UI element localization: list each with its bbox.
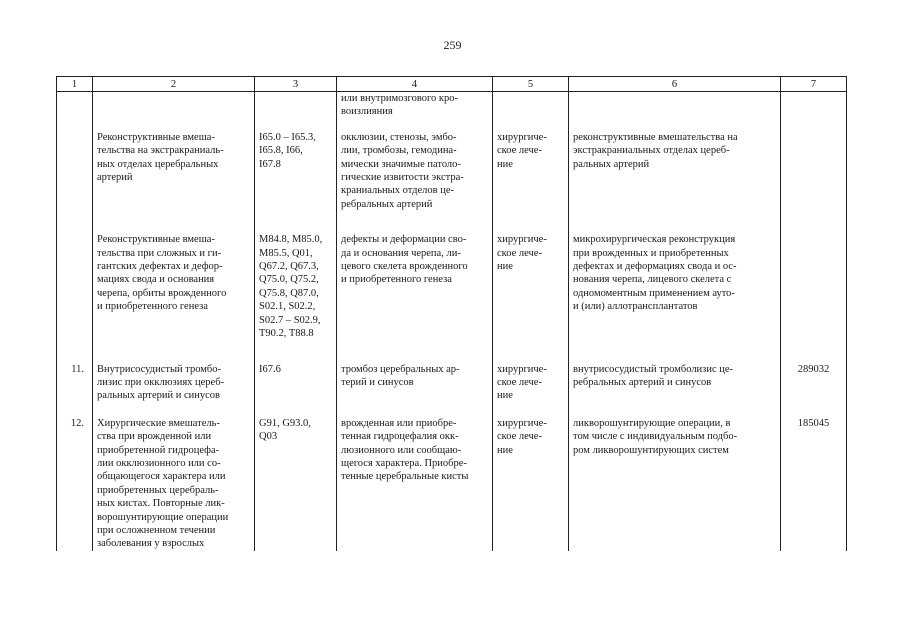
patient-model-cell-line: ребральных артерий [341, 198, 433, 210]
row-number-cell [57, 92, 93, 131]
patient-model-cell [337, 417, 493, 551]
intervention-name-cell-line: лизис при окклюзиях цереб- [97, 376, 225, 388]
header-col-2: 2 [93, 77, 255, 92]
treatment-type-cell [493, 92, 569, 131]
treatment-method-cell [569, 92, 781, 131]
treatment-method-cell-line: ликворошунтирующие операции, в [573, 417, 731, 429]
patient-model-cell-line: терий и синусов [341, 376, 414, 388]
intervention-name-cell-line: артерий [97, 172, 133, 184]
icd-codes-cell-line: G91, G93.0, [259, 417, 311, 429]
icd-codes-cell [255, 92, 337, 131]
treatment-method-cell [569, 233, 781, 362]
patient-model-cell-line: врожденная или приобре- [341, 417, 457, 429]
header-col-4: 4 [337, 77, 493, 92]
treatment-method-cell [569, 131, 781, 233]
table-row [57, 233, 847, 362]
patient-model-cell-line: люзионного или сообщаю- [341, 444, 462, 456]
treatment-type-cell-line: ние [497, 261, 513, 273]
treatment-method-cell-line: микрохирургическая реконструкция [573, 234, 736, 246]
intervention-name-cell-line: тельства при сложных и ги- [97, 247, 222, 259]
intervention-name-cell [93, 363, 255, 417]
intervention-name-cell [93, 417, 255, 551]
intervention-name-cell-line: ральных артерий и синусов [97, 390, 220, 402]
treatment-type-cell [493, 417, 569, 551]
header-col-5: 5 [493, 77, 569, 92]
intervention-name-cell-line: гантских дефектах и дефор- [97, 261, 223, 273]
intervention-name-cell [93, 92, 255, 131]
row-number-cell: 12. [57, 417, 93, 551]
icd-codes-cell [255, 363, 337, 417]
treatment-method-cell-line: дефектах и деформациях свода и ос- [573, 261, 737, 273]
intervention-name-cell-line: приобретенных церебраль- [97, 484, 219, 496]
patient-model-cell-line: да и основания черепа, ли- [341, 247, 461, 259]
icd-codes-cell [255, 233, 337, 362]
icd-codes-cell-line: M85.5, Q01, [259, 247, 313, 259]
header-row [57, 77, 847, 92]
intervention-name-cell-line: Внутрисосудистый тромбо- [97, 363, 222, 375]
treatment-method-cell-line: том числе с индивидуальным подбо- [573, 431, 738, 443]
intervention-name-cell-line: общающегося характера или [97, 471, 226, 483]
row-number-cell [57, 131, 93, 233]
intervention-name-cell-line: приобретенной гидроцефа- [97, 444, 220, 456]
patient-model-cell-line: окклюзии, стенозы, эмбо- [341, 131, 457, 143]
patient-model-cell-line: мически значимые патоло- [341, 158, 461, 170]
icd-codes-cell-line: M84.8, M85.0, [259, 234, 323, 246]
treatment-method-cell-line: одномоментным применением ауто- [573, 287, 735, 299]
patient-model-cell-line: воизлияния [341, 106, 393, 118]
intervention-name-cell-line: Реконструктивные вмеша- [97, 131, 215, 143]
patient-model-cell [337, 92, 493, 131]
treatment-type-cell-line: ние [497, 444, 513, 456]
treatment-method-cell-line: нования черепа, лицевого скелета с [573, 274, 732, 286]
treatment-type-cell-line: ское лече- [497, 145, 542, 157]
intervention-name-cell-line: лии окклюзионного или со- [97, 457, 221, 469]
treatment-type-cell [493, 131, 569, 233]
patient-model-cell [337, 233, 493, 362]
icd-codes-cell-line: S02.1, S02.2, [259, 301, 316, 313]
treatment-method-cell-line: ром ликворошунтирующих систем [573, 444, 729, 456]
patient-model-cell-line: гические извитости экстра- [341, 172, 464, 184]
intervention-name-cell-line: ворошунтирующие операции [97, 511, 229, 523]
treatment-type-cell-line: ское лече- [497, 247, 542, 259]
patient-model-cell-line: лии, тромбозы, гемодина- [341, 145, 457, 157]
treatment-method-cell [569, 417, 781, 551]
treatment-type-cell-line: ское лече- [497, 376, 542, 388]
intervention-name-cell-line: мациях свода и основания [97, 274, 215, 286]
treatment-method-cell-line: ральных артерий [573, 158, 650, 170]
patient-model-cell [337, 363, 493, 417]
icd-codes-cell-line: I65.8, I66, [259, 145, 303, 157]
treatment-method-cell-line: внутрисосудистый тромболизис це- [573, 363, 734, 375]
intervention-name-cell-line: Хирургические вмешатель- [97, 417, 220, 429]
treatment-method-cell [569, 363, 781, 417]
patient-model-cell-line: дефекты и деформации сво- [341, 234, 467, 246]
intervention-name-cell-line: ных кистах. Повторные лик- [97, 498, 225, 510]
icd-codes-cell-line: Q67.2, Q67.3, [259, 261, 319, 273]
intervention-name-cell-line: и приобретенного генеза [97, 301, 208, 313]
treatment-method-cell-line: и (или) аллотрансплантатов [573, 301, 698, 313]
icd-codes-cell-line: T90.2, T88.8 [259, 328, 314, 340]
patient-model-cell-line: тенная гидроцефалия окк- [341, 431, 459, 443]
cost-cell: 185045 [781, 417, 847, 551]
treatment-type-cell-line: ние [497, 390, 513, 402]
icd-codes-cell-line: I67.8 [259, 158, 281, 170]
cost-cell [781, 92, 847, 131]
icd-codes-cell-line: I65.0 – I65.3, [259, 131, 316, 143]
table-row [57, 417, 847, 551]
treatment-type-cell-line: ское лече- [497, 431, 542, 443]
document-table [56, 76, 846, 551]
treatment-type-cell-line: хирургиче- [497, 131, 547, 143]
table-row [57, 131, 847, 233]
treatment-type-cell [493, 233, 569, 362]
icd-codes-cell [255, 417, 337, 551]
intervention-name-cell-line: черепа, орбиты врожденного [97, 287, 227, 299]
intervention-name-cell [93, 131, 255, 233]
patient-model-cell-line: тромбоз церебральных ар- [341, 363, 460, 375]
intervention-name-cell [93, 233, 255, 362]
treatment-type-cell [493, 363, 569, 417]
page-number: 259 [443, 38, 462, 52]
intervention-name-cell-line: ных отделах церебральных [97, 158, 219, 170]
header-col-7: 7 [781, 77, 847, 92]
icd-codes-cell [255, 131, 337, 233]
table-row [57, 363, 847, 417]
intervention-name-cell-line: тельства на экстракраниаль- [97, 145, 224, 157]
table-row [57, 92, 847, 131]
treatment-type-cell-line: хирургиче- [497, 417, 547, 429]
intervention-name-cell-line: ства при врожденной или [97, 431, 212, 443]
patient-model-cell-line: и приобретенного генеза [341, 274, 452, 286]
treatment-method-cell-line: ребральных артерий и синусов [573, 376, 712, 388]
row-number-cell [57, 233, 93, 362]
patient-model-cell-line: краниальных отделов це- [341, 185, 454, 197]
row-number-cell: 11. [57, 363, 93, 417]
header-col-3: 3 [255, 77, 337, 92]
icd-codes-cell-line: S02.7 – S02.9, [259, 314, 321, 326]
cost-cell [781, 233, 847, 362]
treatment-method-cell-line: при врожденных и приобретенных [573, 247, 729, 259]
treatment-method-cell-line: реконструктивные вмешательства на [573, 131, 738, 143]
header-col-6: 6 [569, 77, 781, 92]
patient-model-cell-line: цевого скелета врожденного [341, 261, 468, 273]
icd-codes-cell-line: Q75.8, Q87.0, [259, 287, 319, 299]
treatment-type-cell-line: ние [497, 158, 513, 170]
patient-model-cell-line: щегося характера. Приобре- [341, 457, 467, 469]
treatment-method-cell-line: экстракраниальных отделах цереб- [573, 145, 730, 157]
cost-cell [781, 131, 847, 233]
treatment-type-cell-line: хирургиче- [497, 363, 547, 375]
intervention-name-cell-line: при осложненном течении [97, 524, 216, 536]
intervention-name-cell-line: заболевания у взрослых [97, 538, 205, 550]
intervention-name-cell-line: Реконструктивные вмеша- [97, 234, 215, 246]
patient-model-cell-line: или внутримозгового кро- [341, 93, 459, 104]
patient-model-cell [337, 131, 493, 233]
icd-codes-cell-line: Q75.0, Q75.2, [259, 274, 319, 286]
patient-model-cell-line: тенные церебральные кисты [341, 471, 469, 483]
header-col-1: 1 [57, 77, 93, 92]
treatment-type-cell-line: хирургиче- [497, 234, 547, 246]
icd-codes-cell-line: I67.6 [259, 363, 281, 375]
icd-codes-cell-line: Q03 [259, 431, 278, 443]
cost-cell: 289032 [781, 363, 847, 417]
